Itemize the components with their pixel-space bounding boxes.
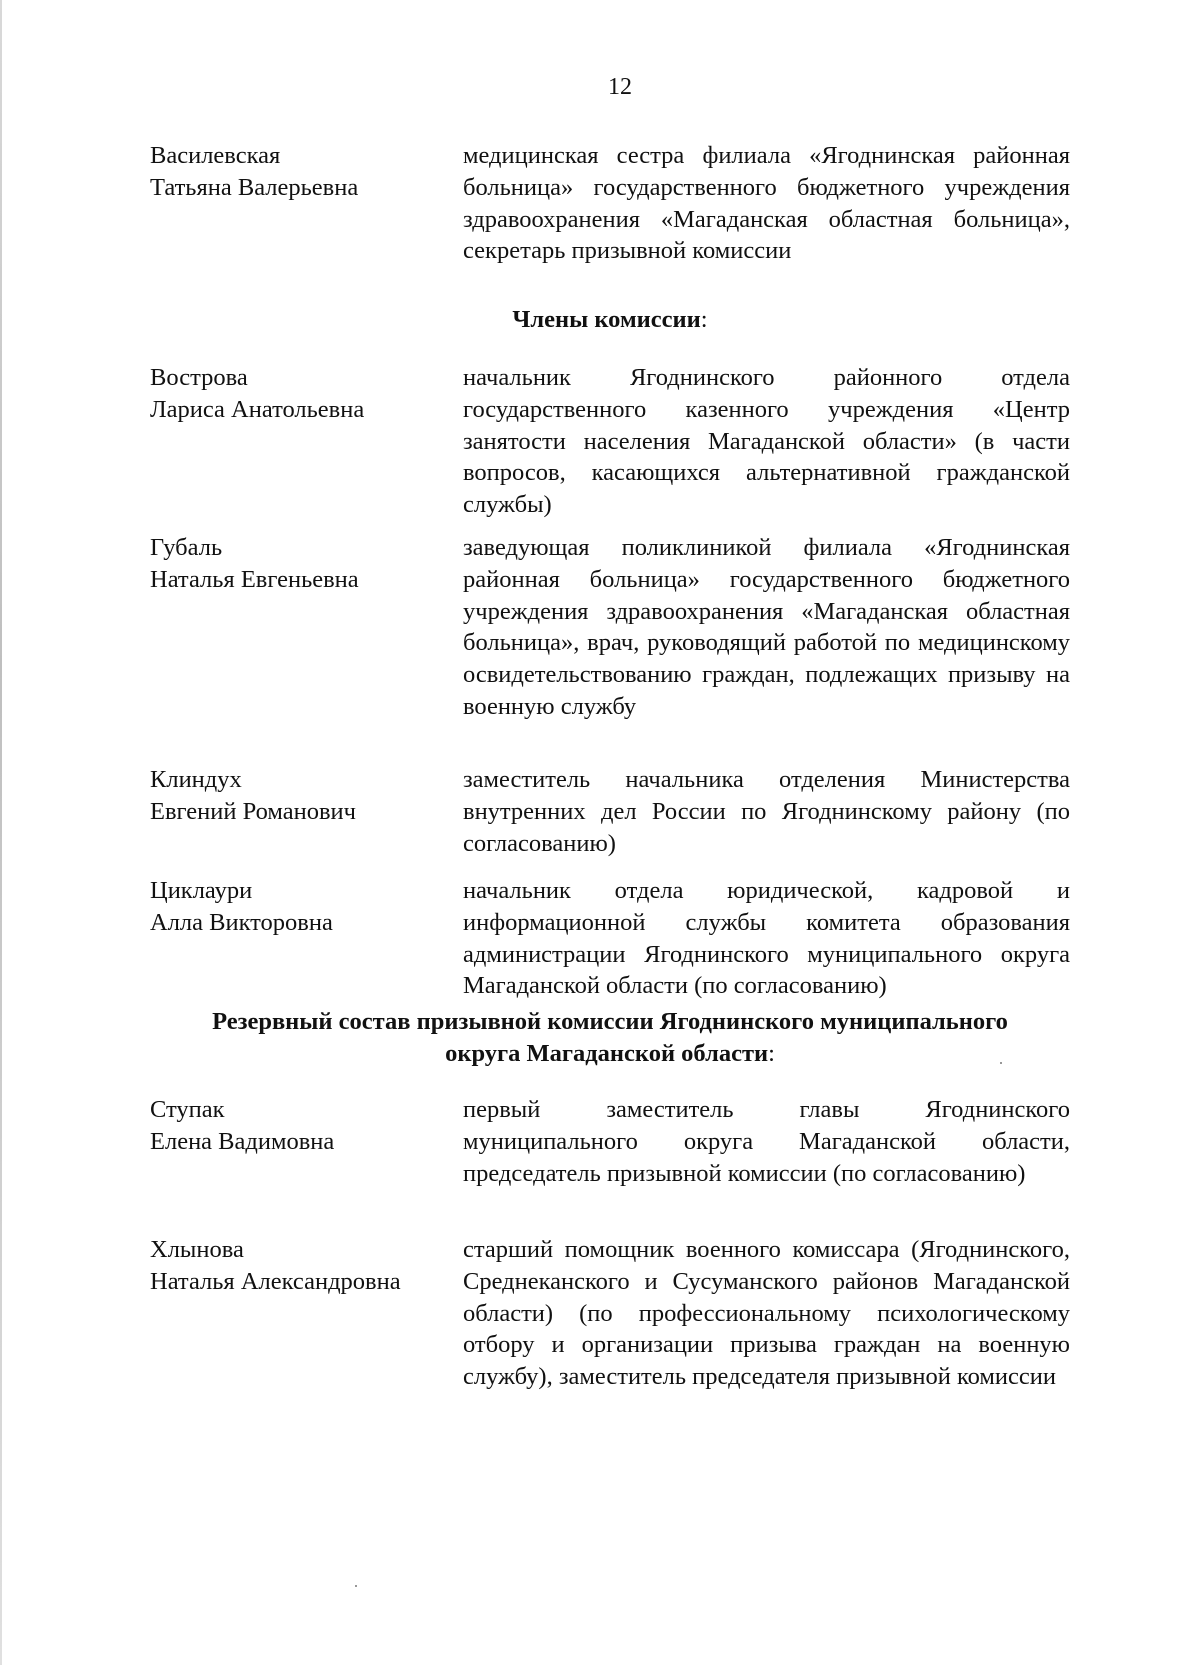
surname: Вострова [150,364,248,391]
surname: Губаль [150,534,223,561]
person-role: начальник Ягоднинского районного отдела государственного казенного учреждения «Центр занятости населения Магаданской области» (в части вопросов, касающихся альтернативной гражданской службы) [463,364,1070,519]
person-name [150,764,450,828]
given-names: Наталья Евгеньевна [150,565,359,593]
person-role: заведующая поликлиникой филиала «Ягоднинская районная больница» государственного бюджетного учреждения здравоохранения «Магаданская областная больница», врач, руководящий работой по медицинскому освидетельствованию граждан, подлежащих призыву на военную службу [463,534,1070,720]
person-role: старший помощник военного комиссара (Ягоднинского, Среднеканского и Сусуманского районов Магаданской области) (по профессиональному психологическому отбору и организации призыва граждан на военную службу), заместитель председателя призывной комиссии [463,1236,1070,1391]
scan-edge [0,0,2,1665]
members-heading-text: Члены комиссии [512,306,701,333]
reserve-heading-line1: Резервный состав призывной комиссии Ягоднинского муниципального [212,1008,1008,1035]
person-role: медицинская сестра филиала «Ягоднинская районная больница» государственного бюджетного учреждения здравоохранения «Магаданская областная больница», секретарь призывной комиссии [463,142,1070,265]
surname: Циклаури [150,877,253,904]
person-role: начальник отдела юридической, кадровой и информационной службы комитета образования администрации Ягоднинского муниципального округа Магаданской области (по согласованию) [463,877,1070,1000]
person-name [150,875,450,939]
surname: Василевская [150,142,281,169]
person-role: первый заместитель главы Ягоднинского муниципального округа Магаданской области, председатель призывной комиссии (по согласованию) [463,1096,1070,1187]
surname: Клиндух [150,766,242,793]
person-name [150,140,450,204]
person-role: заместитель начальника отделения Министерства внутренних дел России по Ягоднинскому району (по согласованию) [463,766,1070,857]
person-name [150,362,450,426]
given-names: Татьяна Валерьевна [150,173,359,201]
given-names: Елена Вадимовна [150,1127,335,1155]
given-names: Евгений Романович [150,797,356,825]
surname: Ступак [150,1096,225,1123]
scan-speck [1000,1062,1002,1064]
reserve-heading [150,1006,1070,1069]
person-name [150,1234,450,1298]
given-names: Наталья Александровна [150,1267,401,1295]
reserve-heading-line2: округа Магаданской области [445,1039,769,1067]
person-name [150,532,450,596]
reserve-heading-colon: : [768,1039,775,1067]
members-heading [150,304,1070,336]
given-names: Лариса Анатольевна [150,395,365,423]
surname: Хлынова [150,1236,244,1263]
reserve-heading-line2-wrap [150,1038,1070,1070]
page-number: 12 [608,74,632,100]
members-heading-colon: : [700,306,708,333]
person-name [150,1094,450,1158]
scan-speck [355,1585,357,1587]
given-names: Алла Викторовна [150,908,333,936]
